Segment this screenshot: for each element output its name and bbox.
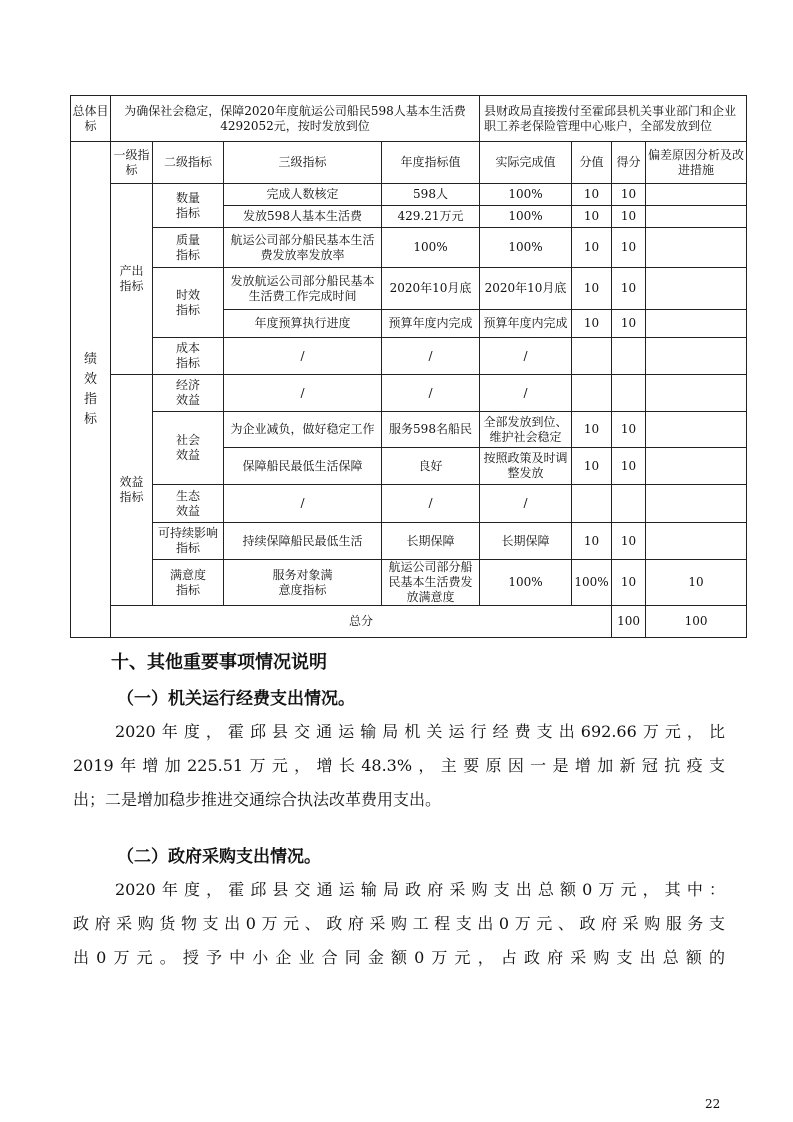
cell-l3: 发放航运公司部分船民基本生活费工作完成时间	[224, 268, 382, 310]
table-row	[71, 268, 747, 310]
cell-actual: 按照政策及时调整发放	[480, 448, 572, 485]
level2-service-text: 服务对象满意度指标	[272, 567, 333, 597]
cell-weight: 10	[572, 268, 612, 310]
level1-output-text: 产出指标	[119, 264, 144, 293]
level2-timeliness	[153, 268, 224, 338]
cell-actual: 长期保障	[480, 523, 572, 560]
cell-target: 100%	[382, 228, 480, 268]
level2-quality-text: 质量指标	[175, 232, 200, 262]
cell-l3: 年度预算执行进度	[224, 310, 382, 338]
cell-l3: 为企业减负，做好稳定工作	[224, 412, 382, 448]
cell-score: 10	[612, 523, 646, 560]
overall-goal-label: 总体目标	[71, 96, 111, 142]
cell-dev	[646, 338, 747, 375]
cell-weight: 10	[572, 448, 612, 485]
header-score: 得分	[612, 142, 646, 184]
page-number: 22	[705, 1097, 721, 1111]
cell-dev	[646, 228, 747, 268]
total-score: 100	[646, 606, 747, 638]
cell-score: 10	[612, 228, 646, 268]
cell-target: 良好	[382, 448, 480, 485]
overall-goal-row	[71, 96, 747, 142]
table-row	[71, 523, 747, 560]
cell-target: 2020年10月底	[382, 268, 480, 310]
paragraph-line: 政府采购货物支出0万元、政府采购工程支出0万元、政府采购服务支	[73, 914, 725, 933]
cell-actual: /	[480, 485, 572, 523]
cell-actual: 2020年10月底	[480, 268, 572, 310]
cell-l3: 发放598人基本生活费	[224, 206, 382, 228]
table-row	[71, 184, 747, 206]
cell-weight: 10	[572, 412, 612, 448]
perf-group-label	[71, 142, 111, 638]
header-level2: 二级指标	[153, 142, 224, 184]
cell-score: 10	[612, 268, 646, 310]
level2-social	[153, 412, 224, 485]
level1-benefit	[111, 375, 153, 606]
paragraph-line: 出；二是增加稳步推进交通综合执法改革费用支出。	[73, 790, 442, 809]
cell-weight: 10	[572, 184, 612, 206]
section-ten-heading: 十、其他重要事项情况说明	[111, 652, 327, 673]
cell-dev	[646, 448, 747, 485]
cell-weight: 10	[572, 228, 612, 268]
level2-economic-text: 经济效益	[175, 378, 200, 407]
level2-economic	[153, 375, 224, 412]
header-target: 年度指标值	[382, 142, 480, 184]
cell-l3: 保障船民最低生活保障	[224, 448, 382, 485]
cell-weight	[572, 375, 612, 412]
table-row	[71, 338, 747, 375]
cell-score: 10	[612, 448, 646, 485]
cell-dev	[646, 206, 747, 228]
cell-dev	[646, 310, 747, 338]
cell-score: 10	[612, 412, 646, 448]
cell-target: 预算年度内完成	[382, 310, 480, 338]
cell-weight: 10	[612, 560, 646, 606]
cell-actual: 100%	[480, 206, 572, 228]
cell-dev	[646, 412, 747, 448]
cell-score	[612, 338, 646, 375]
level1-benefit-text: 效益指标	[119, 475, 144, 504]
total-label: 总分	[111, 606, 612, 638]
level2-quality	[153, 228, 224, 268]
perf-group-text: 绩效指标	[83, 351, 97, 427]
cell-l3: 持续保障船民最低生活	[224, 523, 382, 560]
table-row	[71, 375, 747, 412]
level2-cost	[153, 338, 224, 375]
level2-quantity	[153, 184, 224, 228]
cell-l3: 航运公司部分船民基本生活费发放满意度	[382, 560, 480, 606]
cell-score	[612, 485, 646, 523]
cell-actual: /	[480, 338, 572, 375]
cell-l3: /	[224, 485, 382, 523]
cell-l3: /	[224, 338, 382, 375]
cell-weight	[572, 485, 612, 523]
cell-weight: 10	[572, 310, 612, 338]
cell-actual: 100%	[572, 560, 612, 606]
paragraph-line: 2020年度，霍邱县交通运输局政府采购支出总额0万元，其中：	[115, 880, 725, 899]
cell-l3: /	[224, 375, 382, 412]
header-weight: 分值	[572, 142, 612, 184]
overall-goal-plan: 为确保社会稳定，保障2020年度航运公司船民598人基本生活费4292052元，按时发放到位	[111, 96, 480, 142]
level1-satisfaction	[153, 560, 224, 606]
cell-dev	[646, 268, 747, 310]
cell-weight: 10	[572, 523, 612, 560]
table-row	[71, 560, 747, 606]
performance-table	[70, 95, 747, 638]
level2-sustainable-text: 可持续影响指标	[158, 526, 219, 555]
cell-target: /	[382, 338, 480, 375]
header-level3: 三级指标	[224, 142, 382, 184]
header-row	[71, 142, 747, 184]
table-row	[71, 228, 747, 268]
paragraph-line: 2019年增加225.51万元，增长48.3%，主要原因一是增加新冠抗疫支	[73, 756, 725, 775]
level2-social-text: 社会效益	[175, 433, 200, 462]
overall-goal-actual: 县财政局直接拨付至霍邱县机关事业部门和企业职工养老保险管理中心账户，全部发放到位	[480, 96, 747, 142]
cell-dev	[646, 523, 747, 560]
level1-satisfaction-text: 满意度指标	[169, 567, 206, 597]
sub2-heading: （二）政府采购支出情况。	[117, 847, 321, 867]
cell-actual: /	[480, 375, 572, 412]
total-weight: 100	[612, 606, 646, 638]
cell-weight: 10	[572, 206, 612, 228]
table-row	[71, 485, 747, 523]
cell-target: 长期保障	[382, 523, 480, 560]
level2-sustainable	[153, 523, 224, 560]
level2-timeliness-text: 时效指标	[175, 287, 200, 317]
cell-target: /	[382, 485, 480, 523]
cell-dev	[646, 485, 747, 523]
cell-score: 10	[612, 310, 646, 338]
cell-dev	[646, 375, 747, 412]
paragraph-line: 出0万元。授予中小企业合同金额0万元，占政府采购支出总额的	[73, 948, 725, 967]
level2-service	[224, 560, 382, 606]
cell-target: 598人	[382, 184, 480, 206]
level2-ecological-text: 生态效益	[175, 488, 200, 518]
sub1-heading: （一）机关运行经费支出情况。	[117, 689, 355, 709]
cell-target: 429.21万元	[382, 206, 480, 228]
level2-quantity-text: 数量指标	[175, 190, 200, 220]
cell-actual: 全部发放到位、维护社会稳定	[480, 412, 572, 448]
cell-score	[612, 375, 646, 412]
cell-score: 10	[612, 206, 646, 228]
cell-actual: 预算年度内完成	[480, 310, 572, 338]
cell-score: 10	[646, 560, 747, 606]
total-row	[71, 606, 747, 638]
level2-ecological	[153, 485, 224, 523]
header-actual: 实际完成值	[480, 142, 572, 184]
cell-score: 10	[612, 184, 646, 206]
paragraph-line: 2020年度，霍邱县交通运输局机关运行经费支出692.66万元，比	[115, 722, 725, 741]
level2-cost-text: 成本指标	[175, 341, 200, 370]
cell-weight	[572, 338, 612, 375]
cell-actual: 100%	[480, 184, 572, 206]
sub2-paragraph	[73, 873, 725, 975]
table-row	[71, 412, 747, 448]
header-deviation: 偏差原因分析及改进措施	[646, 142, 747, 184]
cell-target: 100%	[480, 560, 572, 606]
cell-actual: 100%	[480, 228, 572, 268]
cell-target: /	[382, 375, 480, 412]
cell-target: 服务598名船民	[382, 412, 480, 448]
sub1-paragraph	[73, 715, 725, 817]
level1-output	[111, 184, 153, 375]
cell-l3: 完成人数核定	[224, 184, 382, 206]
cell-dev	[646, 184, 747, 206]
cell-l3: 航运公司部分船民基本生活费发放率发放率	[224, 228, 382, 268]
header-level1: 一级指标	[111, 142, 153, 184]
